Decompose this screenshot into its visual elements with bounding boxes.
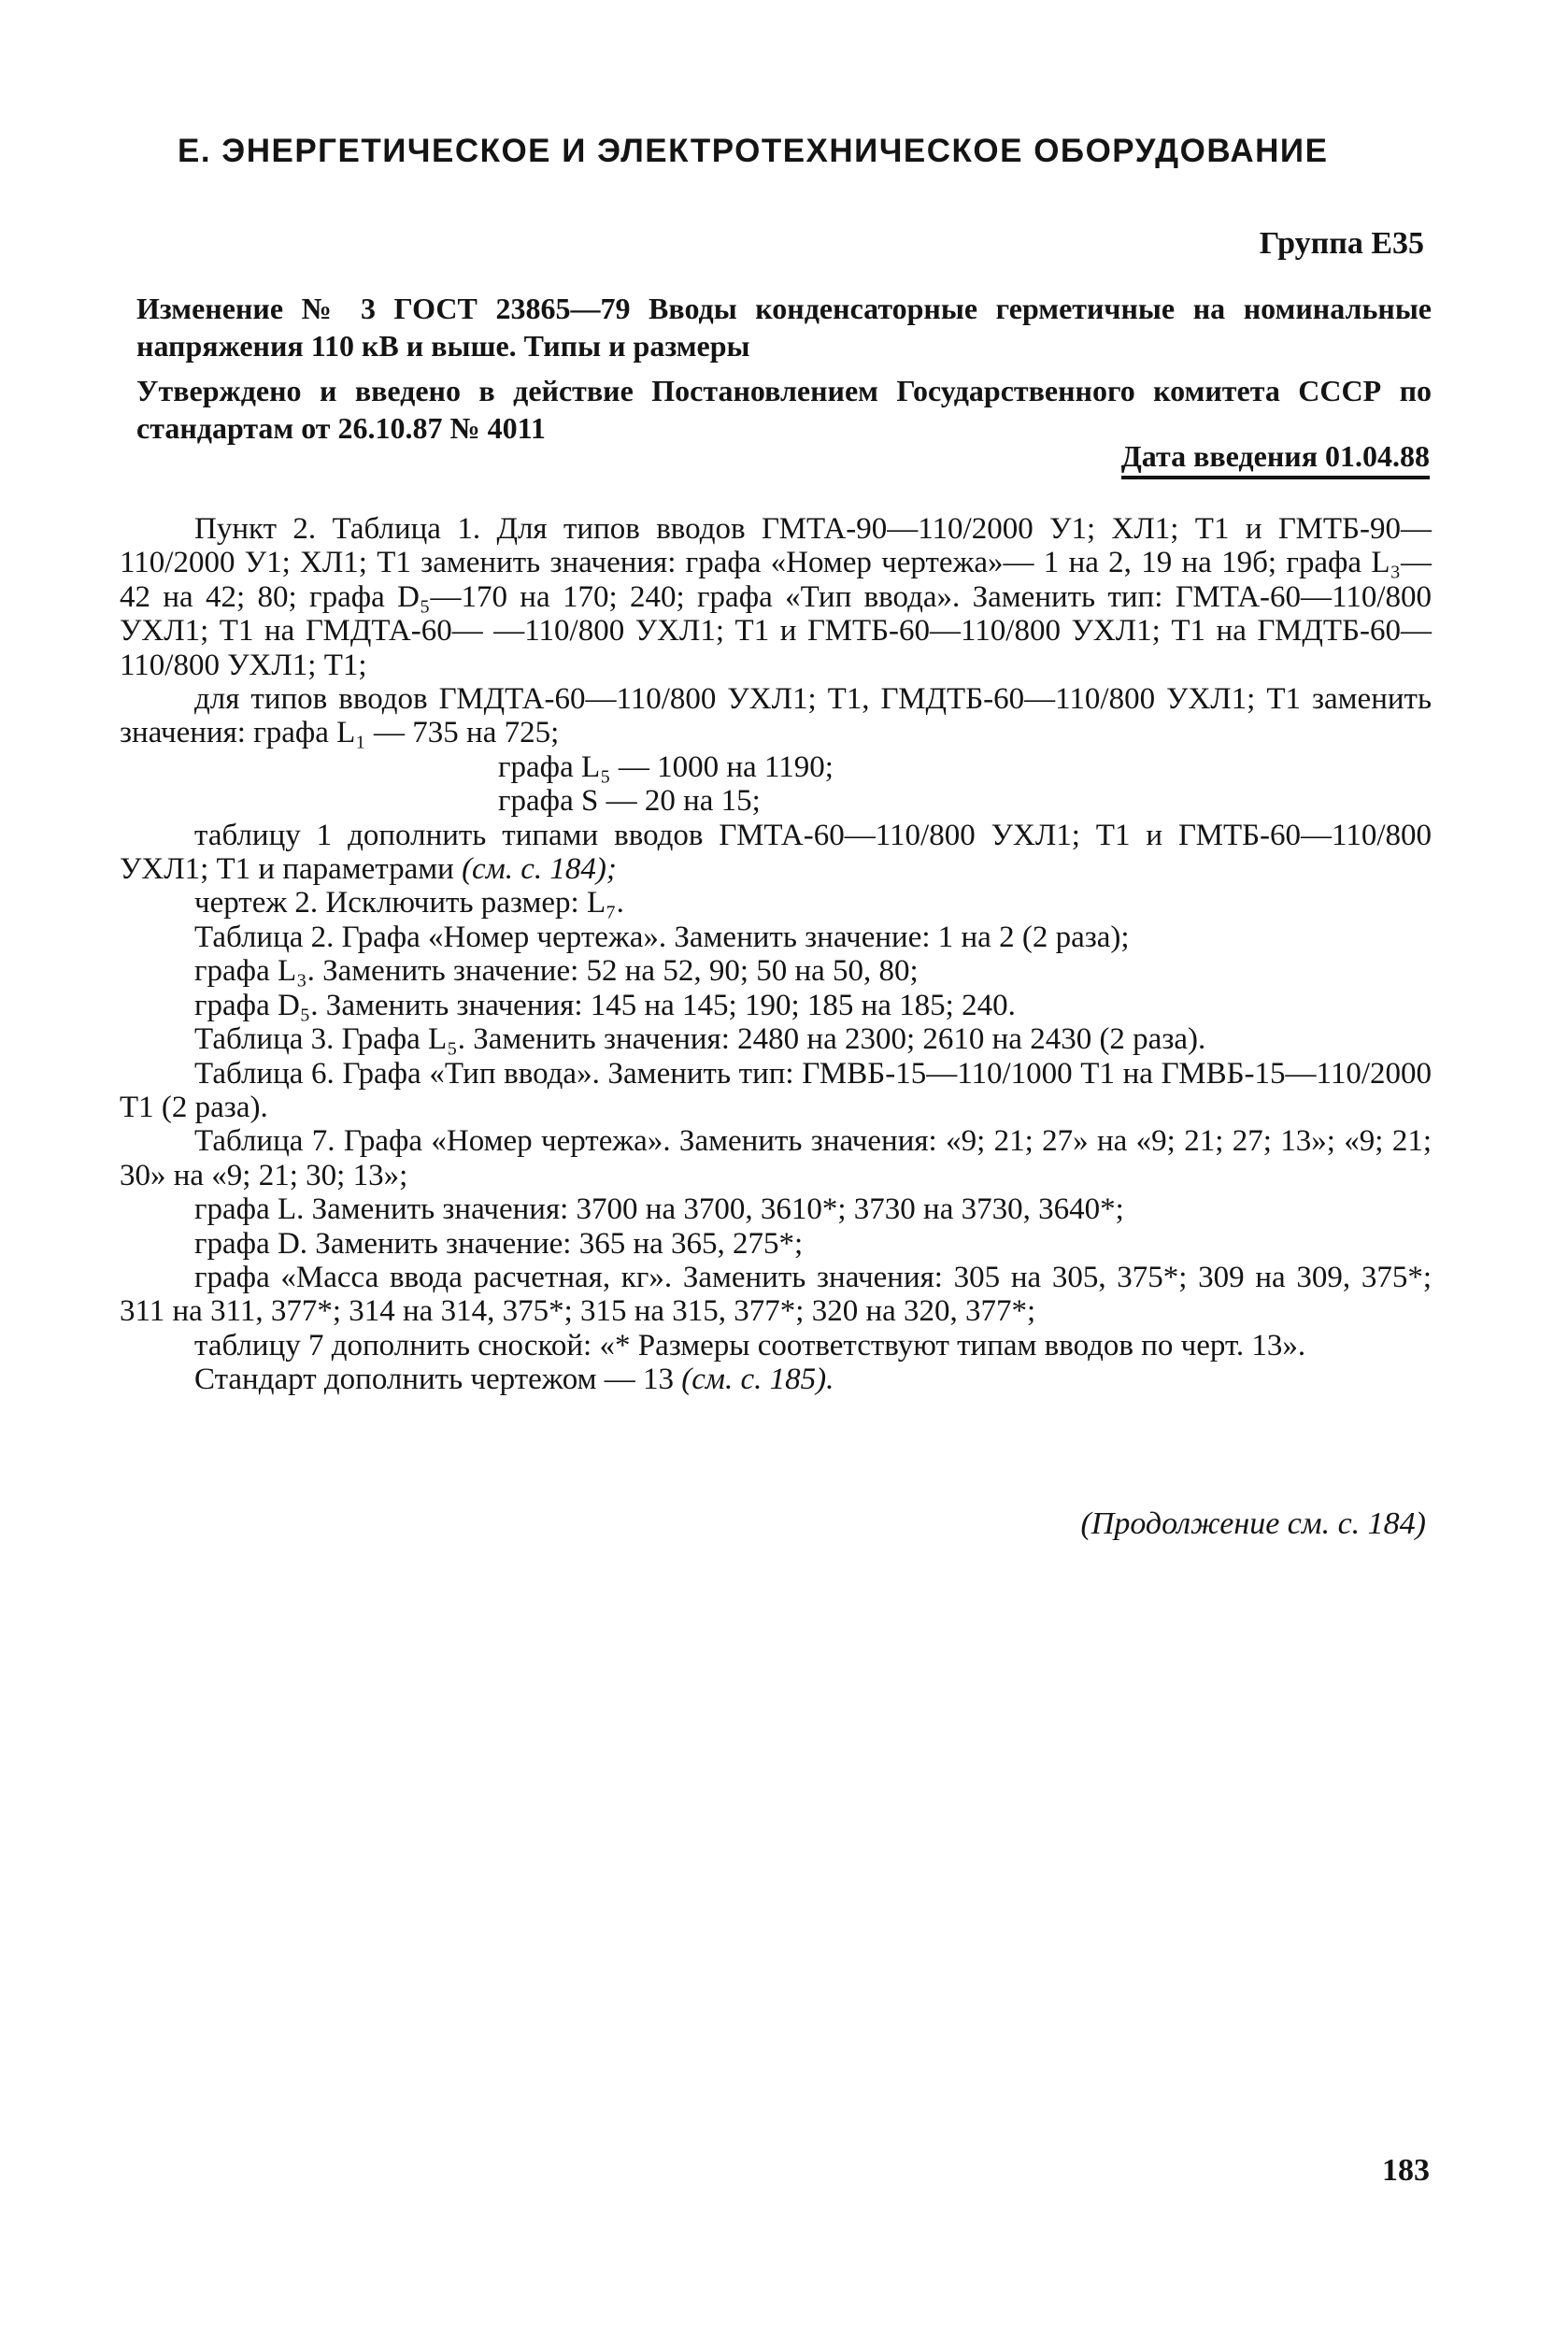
paragraph-text: таблицу 1 дополнить типами вводов ГМТА-60—110/800 УХЛ1; Т1 и ГМТБ-60—110/800 УХЛ1; Т1 и параметрами xyxy=(120,818,1432,887)
paragraph: Таблица 3. Графа L₅. Заменить значения: 2480 на 2300; 2610 на 2430 (2 раза). xyxy=(194,1022,1206,1057)
page-number: 183 xyxy=(1382,2153,1430,2188)
paragraph-text: Стандарт дополнить чертежом — 13 xyxy=(194,1363,675,1397)
paragraph: Таблица 6. Графа «Тип ввода». Заменить тип: ГМВБ-15—110/1000 Т1 на ГМВБ-15—110/2000 Т1 (2 раза). xyxy=(120,1056,1432,1124)
paragraph: графа S — 20 на 15; xyxy=(498,784,761,819)
paragraph: Таблица 7. Графа «Номер чертежа». Заменить значения: «9; 21; 27» на «9; 21; 27; 13»; «9; 21; 30» на «9; 21; 30; 13»; xyxy=(120,1124,1432,1192)
paragraph: Таблица 2. Графа «Номер чертежа». Заменить значение: 1 на 2 (2 раза); xyxy=(194,920,1130,954)
page-reference: (см. с. 184); xyxy=(462,852,617,887)
paragraph: графа «Масса ввода расчетная, кг». Заменить значения: 305 на 305, 375*; 309 на 309, 375*; 311 на 311, 377*; 314 на 314, 375*; 315 на 315, 377*; 320 на 320, 377*; xyxy=(120,1260,1432,1329)
approval-statement: Утверждено и введено в действие Постановлением Государственного комитета СССР по стандартам от 26.10.87 № 4011 xyxy=(136,374,1432,445)
paragraph xyxy=(120,819,1432,887)
page-reference: (см. с. 185). xyxy=(681,1363,834,1397)
section-title: Е. ЭНЕРГЕТИЧЕСКОЕ И ЭЛЕКТРОТЕХНИЧЕСКОЕ ОБОРУДОВАНИЕ xyxy=(178,133,1329,169)
continuation-note: (Продолжение см. с. 184) xyxy=(1080,1506,1426,1541)
group-code: Группа Е35 xyxy=(1259,226,1424,261)
paragraph xyxy=(120,1363,1432,1396)
effective-date: Дата введения 01.04.88 xyxy=(1121,439,1430,479)
change-title: Изменение № 3 ГОСТ 23865—79 Вводы конденсаторные герметичные на номинальные напряжения 110 кВ и выше. Типы и размеры xyxy=(136,292,1432,363)
paragraph: чертеж 2. Исключить размер: L₇. xyxy=(194,886,624,920)
paragraph: графа D₅. Заменить значения: 145 на 145; 190; 185 на 185; 240. xyxy=(194,988,1016,1022)
paragraph: графа L₃. Заменить значение: 52 на 52, 90; 50 на 50, 80; xyxy=(194,954,919,989)
paragraph: графа D. Заменить значение: 365 на 365, 275*; xyxy=(194,1226,804,1261)
paragraph: графа L₅ — 1000 на 1190; xyxy=(498,749,834,784)
document-body xyxy=(120,512,1432,1397)
paragraph: для типов вводов ГМДТА-60—110/800 УХЛ1; Т1, ГМДТБ-60—110/800 УХЛ1; Т1 заменить значения: графа L₁ — 735 на 725; xyxy=(120,682,1432,750)
paragraph: таблицу 7 дополнить сноской: «* Размеры соответствуют типам вводов по черт. 13». xyxy=(194,1328,1306,1363)
paragraph: Пункт 2. Таблица 1. Для типов вводов ГМТА-90—110/2000 У1; ХЛ1; Т1 и ГМТБ-90—110/2000 У1; ХЛ1; Т1 заменить значения: графа «Номер чертежа»— 1 на 2, 19 на 19б; графа L₃—42 на 42; 80; графа D₅—170 на 170; 240; графа «Тип ввода». Заменить тип: ГМТА-60—110/800 УХЛ1; Т1 на ГМДТА-60— —110/800 УХЛ1; Т1 и ГМТБ-60—110/800 УХЛ1; Т1 на ГМДТБ-60—110/800 УХЛ1; Т1; xyxy=(120,512,1432,682)
paragraph: графа L. Заменить значения: 3700 на 3700, 3610*; 3730 на 3730, 3640*; xyxy=(194,1192,1124,1227)
